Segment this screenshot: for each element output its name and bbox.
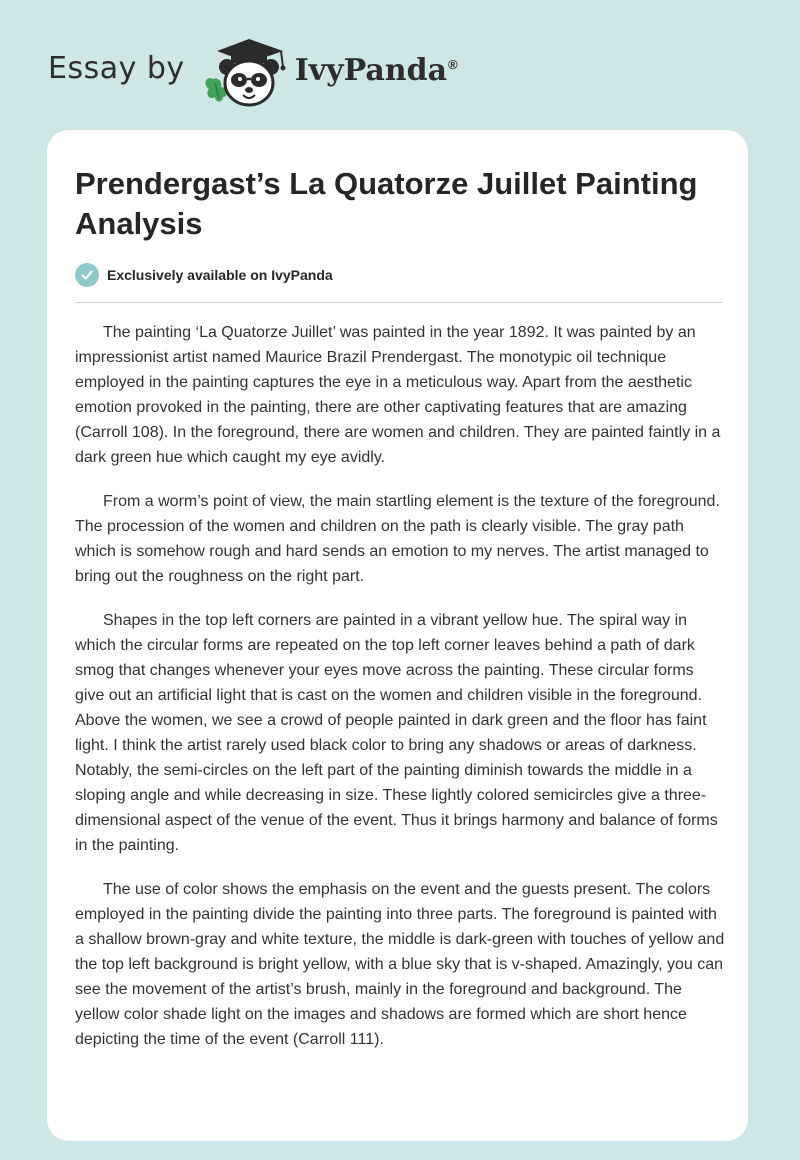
site-brand[interactable] (48, 32, 458, 112)
badge-text: Exclusively available on IvyPanda (107, 267, 333, 283)
paragraph: The painting ‘La Quatorze Juillet’ was painted in the year 1892. It was painted by an impressionist artist named Maurice Brazil Prendergast. The monotypic oil technique employed in the painting captures the eye in a meticulous way. Apart from the aesthetic emotion provoked in the painting, there are other captivating features that are amazing (Carroll 108). In the foreground, there are women and children. They are painted faintly in a dark green hue which caught my eye avidly. (75, 324, 721, 466)
brand-name: IvyPanda® (294, 52, 458, 88)
divider (75, 302, 722, 303)
exclusive-badge (75, 263, 333, 287)
essay-title: Prendergast’s La Quatorze Juillet Painting Analysis (75, 166, 698, 241)
essay-card (47, 130, 748, 1141)
check-circle-icon (75, 263, 99, 287)
panda-logo-icon (199, 33, 291, 111)
registered-mark: ® (448, 56, 458, 72)
brand-prefix: Essay by (48, 50, 185, 86)
essay-body (75, 320, 725, 1071)
paragraph: Shapes in the top left corners are painted in a vibrant yellow hue. The spiral way in which the circular forms are repeated on the top left corner leaves behind a path of dark smog that changes whenever your eyes move across the painting. These circular forms give out an artificial light that is cast on the women and children visible in the foreground. Above the women, we see a crowd of people painted in dark green and the floor has faint light. I think the artist rarely used black color to bring any shadows or areas of darkness. Notably, the semi-circles on the left part of the painting diminish towards the middle in a sloping angle and while decreasing in size. These lightly colored semicircles give a three-dimensional aspect of the venue of the event. Thus it brings harmony and balance of forms in the painting. (75, 612, 718, 854)
paragraph: The use of color shows the emphasis on the event and the guests present. The colors employed in the painting divide the painting into three parts. The foreground is painted with a shallow brown-gray and white texture, the middle is dark-green with touches of yellow and the top left background is bright yellow, with a blue sky that is v-shaped. Amazingly, you can see the movement of the artist’s brush, mainly in the foreground and background. The yellow color shade light on the images and shadows are formed which are short hence depicting the time of the event (Carroll 111). (75, 881, 725, 1048)
paragraph: From a worm’s point of view, the main startling element is the texture of the foreground. The procession of the women and children on the path is clearly visible. The gray path which is somehow rough and hard sends an emotion to my nerves. The artist managed to bring out the roughness on the right part. (75, 493, 720, 585)
